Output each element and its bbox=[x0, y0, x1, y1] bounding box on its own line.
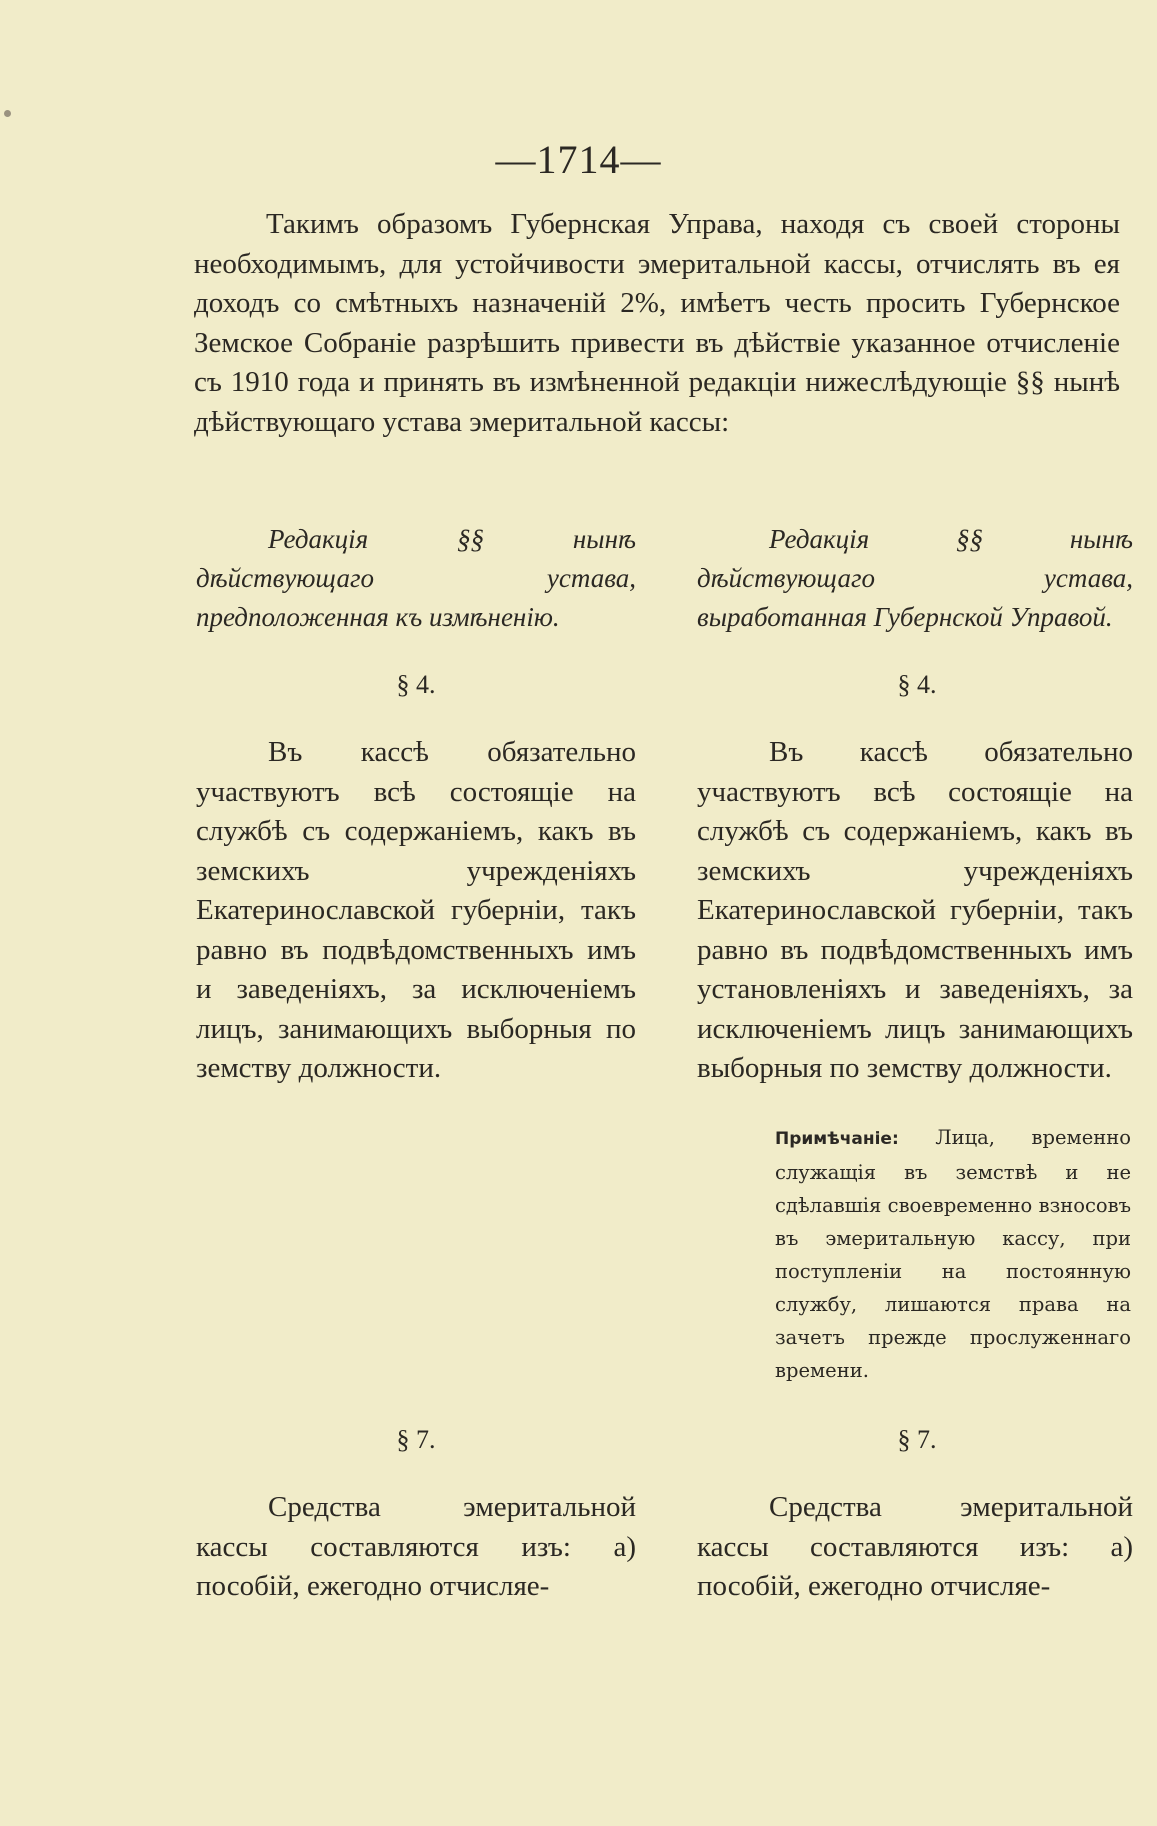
right-section-7-text bbox=[697, 1488, 1133, 1607]
right-column-heading: Редакція §§ нынѣ дѣйствующаго устава, выработанная Губернской Управой. bbox=[697, 524, 1133, 632]
left-section-7-paragraph: Средства эмеритальной кассы составляются изъ: а) пособій, ежегодно отчисляе- bbox=[196, 1491, 636, 1602]
right-section-7-title: § 7. bbox=[897, 1425, 937, 1454]
right-note bbox=[775, 1121, 1131, 1387]
left-section-4-paragraph: Въ кассѣ обязательно участвуютъ всѣ состоящіе на службѣ съ содержаніемъ, какъ въ земскихъ учрежденіяхъ Екатеринославской губерніи, такъ равно въ подвѣдомственныхъ имъ и заведеніяхъ, за исключеніемъ лицъ, занимающихъ выборныя по земству должности. bbox=[196, 736, 636, 1084]
note-label: Примѣчаніе: bbox=[775, 1129, 899, 1149]
right-section-4-paragraph: Въ кассѣ обязательно участвуютъ всѣ состоящіе на службѣ съ содержаніемъ, какъ въ земскихъ учрежденіяхъ Екатеринославской губерніи, такъ равно въ подвѣдомственныхъ имъ установленіяхъ и заведеніяхъ, за исключеніемъ лицъ занимающихъ выборныя по земству должности. bbox=[697, 736, 1133, 1084]
right-section-4-title: § 4. bbox=[897, 670, 937, 699]
left-section-4-text bbox=[196, 733, 636, 1089]
right-section-7-paragraph: Средства эмеритальной кассы составляются изъ: а) пособій, ежегодно отчисляе- bbox=[697, 1491, 1133, 1602]
page-number: —1714— bbox=[495, 137, 662, 182]
intro-text: Такимъ образомъ Губернская Управа, находя съ своей стороны необходимымъ, для устойчивости эмеритальной кассы, отчислять въ ея доходъ со смѣтныхъ назначеній 2%, имѣетъ честь просить Губернское Земское Собраніе разрѣшить привести въ дѣйствіе указанное отчисленіе съ 1910 года и принять въ измѣненной редакціи нижеслѣдующіе §§ нынѣ дѣйствующаго устава эмеритальной кассы: bbox=[194, 208, 1120, 438]
intro-paragraph bbox=[194, 205, 1120, 442]
note-text: Лица, временно служащія въ земствѣ и не сдѣлавшія своевременно взносовъ въ эмеритальную кассу, при поступленіи на постоянную службу, лишаются права на зачетъ прежде прослуженнаго времени. bbox=[775, 1126, 1131, 1382]
left-section-7-text bbox=[196, 1488, 636, 1607]
left-column-heading: Редакція §§ нынѣ дѣйствующаго устава, предположенная къ измѣненію. bbox=[196, 524, 636, 632]
left-section-4-title: § 4. bbox=[396, 670, 436, 699]
page-speck bbox=[4, 110, 11, 117]
left-section-7-title: § 7. bbox=[396, 1425, 436, 1454]
right-section-4-text bbox=[697, 733, 1133, 1089]
